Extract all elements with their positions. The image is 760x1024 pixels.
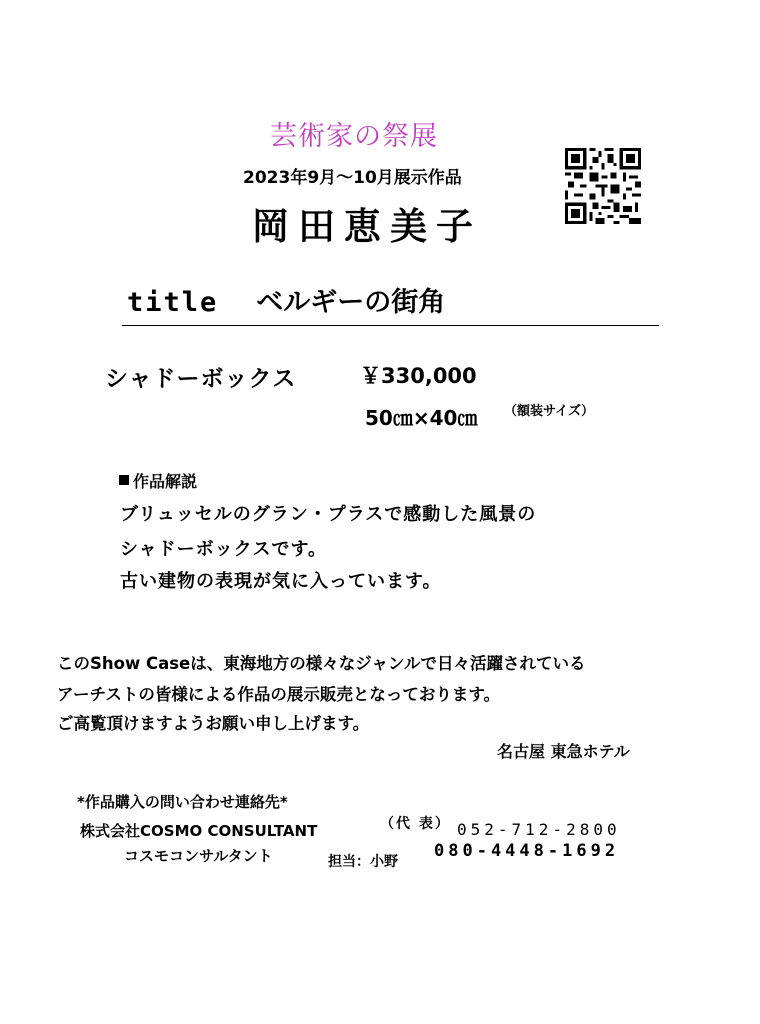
work-medium: シャドーボックス xyxy=(105,366,297,392)
event-name: 芸術家の祭展 xyxy=(270,121,438,152)
qr-code-icon[interactable] xyxy=(562,148,644,224)
venue: 名古屋 東急ホテル xyxy=(497,742,630,761)
work-price: ￥330,000 xyxy=(360,364,477,388)
rep-label: （代 表） xyxy=(380,816,451,832)
contact-heading: *作品購入の問い合わせ連絡先* xyxy=(77,793,288,811)
contact-person: 担当：小野 xyxy=(328,854,398,870)
square-bullet-icon xyxy=(119,475,129,485)
rep-phone[interactable]: 052-712-2800 xyxy=(457,820,621,839)
intro-line: ご高覧頂けますようお願い申し上げます。 xyxy=(57,714,370,733)
title-label: title xyxy=(127,287,219,318)
description-line: ブリュッセルのグラン・プラスで感動した風景の xyxy=(120,504,537,525)
intro-line: このShow Caseは、東海地方の様々なジャンルで日々活躍されている xyxy=(57,654,586,673)
intro-line: アーチストの皆様による作品の展示販売となっております。 xyxy=(57,685,501,704)
work-size-note: （額装サイズ） xyxy=(504,404,594,419)
company-name: 株式会社COSMO CONSULTANT xyxy=(80,822,318,840)
title-underline xyxy=(122,325,659,326)
mobile-phone[interactable]: 080-4448-1692 xyxy=(434,841,620,861)
description-line: 古い建物の表現が気に入っています。 xyxy=(120,571,442,592)
work-title-row xyxy=(127,280,445,319)
description-line: シャドーボックスです。 xyxy=(120,539,328,560)
exhibition-period: 2023年9月～10月展示作品 xyxy=(243,168,462,188)
description-heading-text: 作品解説 xyxy=(133,472,198,491)
work-size: 50㎝×40㎝ xyxy=(365,406,478,430)
artist-name: 岡田恵美子 xyxy=(252,205,482,248)
company-kana: コスモコンサルタント xyxy=(124,847,273,865)
work-title: ベルギーの街角 xyxy=(256,287,446,318)
description-heading xyxy=(119,469,197,492)
